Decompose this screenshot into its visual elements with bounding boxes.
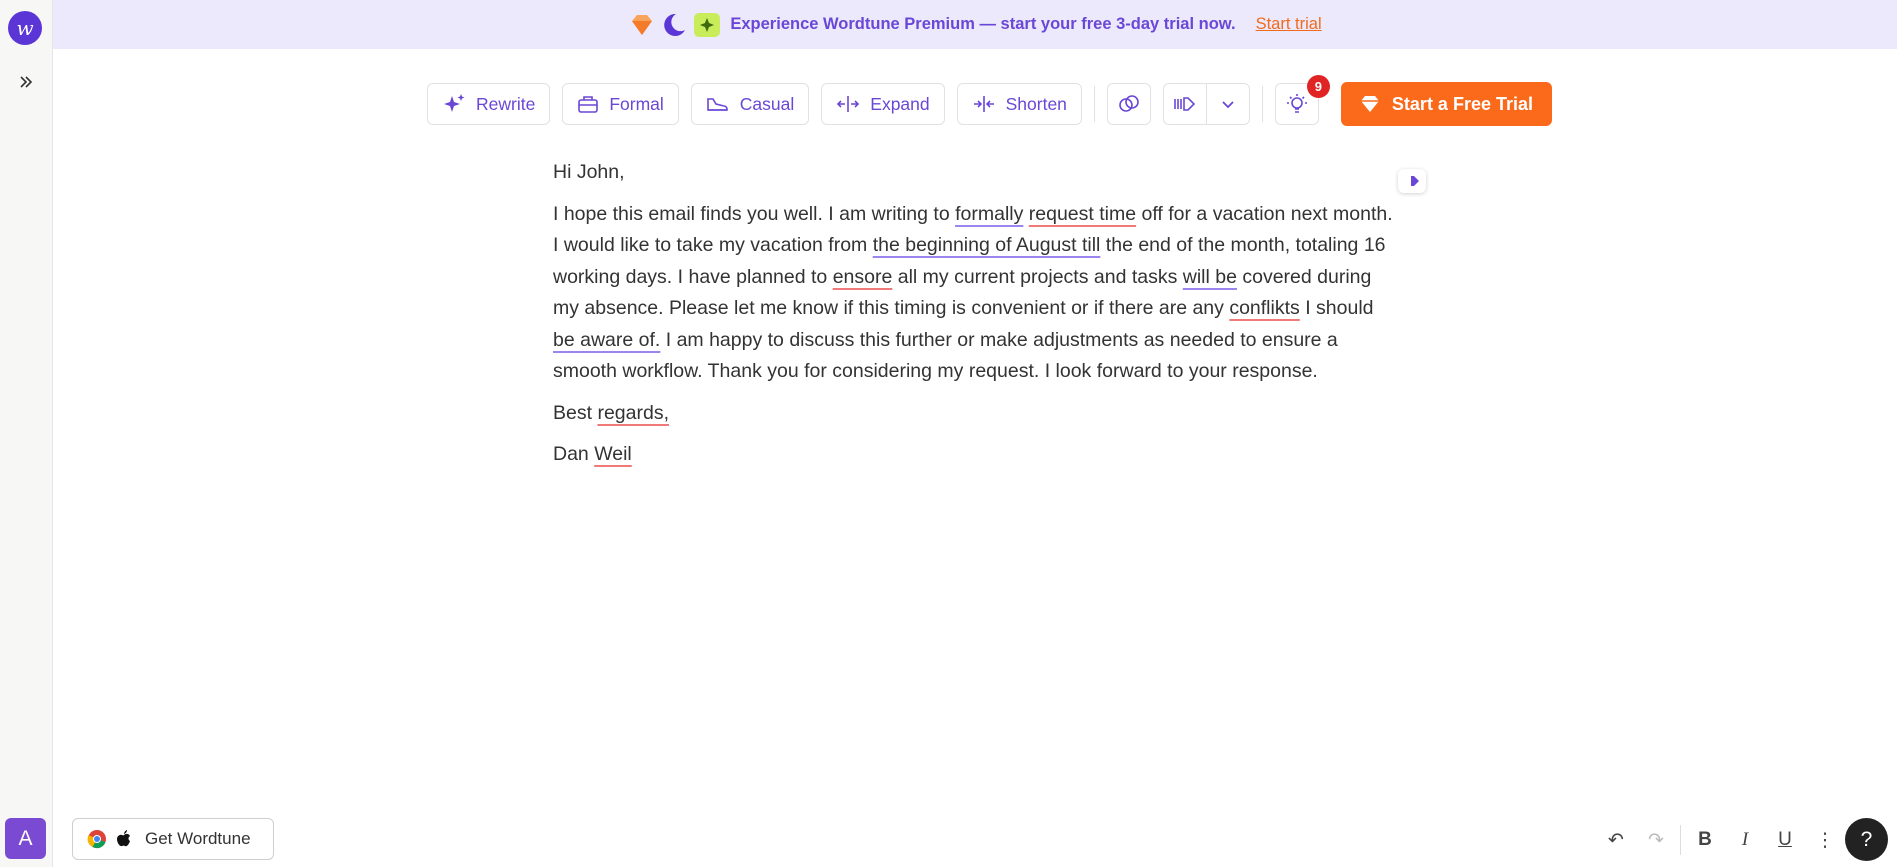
apple-icon — [115, 829, 133, 849]
premium-banner — [53, 0, 1897, 49]
shorten-label: Shorten — [1005, 93, 1067, 114]
start-trial-link[interactable]: Start trial — [1255, 15, 1322, 33]
body-text: I am happy to discuss this further or make adjustments as needed to ensure a smooth workflow. Thank you for considering my request. I look forward to your response. — [553, 328, 1338, 382]
spelling-suggestion[interactable]: conflikts — [1229, 297, 1300, 319]
wordtune-logo[interactable] — [8, 11, 42, 45]
moon-icon — [662, 13, 688, 37]
shorten-icon — [972, 94, 996, 114]
rewrite-label: Rewrite — [476, 93, 536, 114]
trial-button-label: Start a Free Trial — [1391, 93, 1533, 114]
rewrite-toolbar — [427, 79, 1552, 126]
diamond-icon — [1360, 95, 1380, 113]
lightbulb-icon — [1286, 93, 1308, 115]
closing-line — [553, 398, 1393, 430]
closing-word: Best — [553, 401, 593, 424]
expand-sidebar-button[interactable] — [12, 70, 40, 94]
body-text: covered during my absence. Please let me know if this timing is convenient or if there are any — [553, 265, 1372, 319]
expand-button[interactable] — [821, 83, 944, 125]
format-toolbar — [1596, 822, 1845, 858]
body-text: all my current projects and tasks — [892, 265, 1183, 288]
platform-icons — [87, 829, 133, 849]
casual-label: Casual — [739, 93, 795, 114]
help-button[interactable]: ? — [1845, 818, 1888, 861]
suggestions-count-badge: 9 — [1307, 75, 1330, 98]
expand-label: Expand — [870, 93, 930, 114]
arrow-right-lines-icon — [1403, 174, 1421, 188]
continue-writing-inline-button[interactable] — [1398, 169, 1426, 193]
rewrite-suggestion[interactable]: formally — [955, 202, 1024, 225]
suggestions-button[interactable] — [1275, 79, 1323, 125]
body-text: off for a vacation next month. I would like to take my vacation from — [553, 202, 1393, 256]
get-wordtune-button[interactable] — [72, 818, 274, 860]
greeting-line: Hi John, — [553, 161, 625, 183]
sneaker-icon — [706, 94, 730, 114]
banner-message: Experience Wordtune Premium — start your free 3-day trial now. — [730, 15, 1236, 33]
banner-icons — [628, 13, 720, 37]
get-wordtune-label: Get Wordtune — [145, 829, 251, 848]
formal-button[interactable] — [562, 83, 678, 125]
formal-label: Formal — [609, 93, 664, 114]
italic-button[interactable]: I — [1741, 829, 1749, 850]
body-text: the end of the month, totaling 16 working days. I have planned to — [553, 234, 1386, 288]
toolbar-divider — [1094, 86, 1095, 122]
diamond-icon — [628, 14, 656, 36]
spelling-suggestion[interactable]: request time — [1028, 202, 1137, 225]
continue-options-dropdown[interactable] — [1207, 84, 1249, 124]
logo-letter: w — [16, 16, 34, 40]
arrow-right-lines-icon — [1173, 94, 1197, 114]
continue-split-button — [1163, 83, 1250, 125]
underline-button[interactable]: U — [1778, 829, 1792, 850]
rewrite-suggestion[interactable]: be aware of. — [553, 328, 661, 351]
casual-button[interactable] — [691, 83, 809, 125]
chevron-down-icon — [1220, 96, 1236, 112]
spelling-suggestion[interactable]: ensore — [832, 265, 893, 288]
editor-content[interactable] — [553, 157, 1393, 481]
signature-first-name: Dan — [553, 443, 589, 465]
closing-suggestion[interactable]: regards, — [597, 401, 669, 424]
rewrite-button[interactable] — [427, 83, 550, 125]
rewrite-suggestion[interactable]: the beginning of August till — [872, 234, 1101, 256]
bold-button[interactable]: B — [1698, 829, 1712, 850]
signature-line — [553, 439, 1393, 471]
translate-button[interactable] — [1107, 83, 1151, 125]
start-free-trial-button[interactable] — [1341, 82, 1552, 126]
more-options-button[interactable]: ⋮ — [1815, 829, 1835, 851]
undo-button[interactable]: ↶ — [1608, 829, 1624, 851]
sidebar — [0, 0, 53, 867]
redo-button[interactable]: ↷ — [1648, 829, 1664, 851]
body-text: I hope this email finds you well. I am writing to — [553, 202, 956, 225]
body-text: I should — [1299, 297, 1374, 319]
chrome-icon — [87, 829, 107, 849]
rewrite-suggestion[interactable]: will be — [1182, 265, 1237, 288]
user-avatar[interactable]: A — [5, 818, 46, 859]
sparkles-icon — [442, 93, 466, 115]
toolbar-divider — [1262, 86, 1263, 122]
continue-writing-button[interactable] — [1164, 84, 1207, 124]
signature-last-name[interactable]: Weil — [594, 443, 632, 465]
link-circles-icon — [1118, 93, 1140, 115]
expand-icon — [836, 94, 860, 114]
briefcase-icon — [577, 94, 599, 114]
email-body — [553, 199, 1393, 388]
shorten-button[interactable] — [957, 83, 1082, 125]
format-divider — [1680, 825, 1681, 855]
sparkle-icon — [694, 13, 720, 37]
double-chevron-right-icon — [18, 74, 34, 90]
